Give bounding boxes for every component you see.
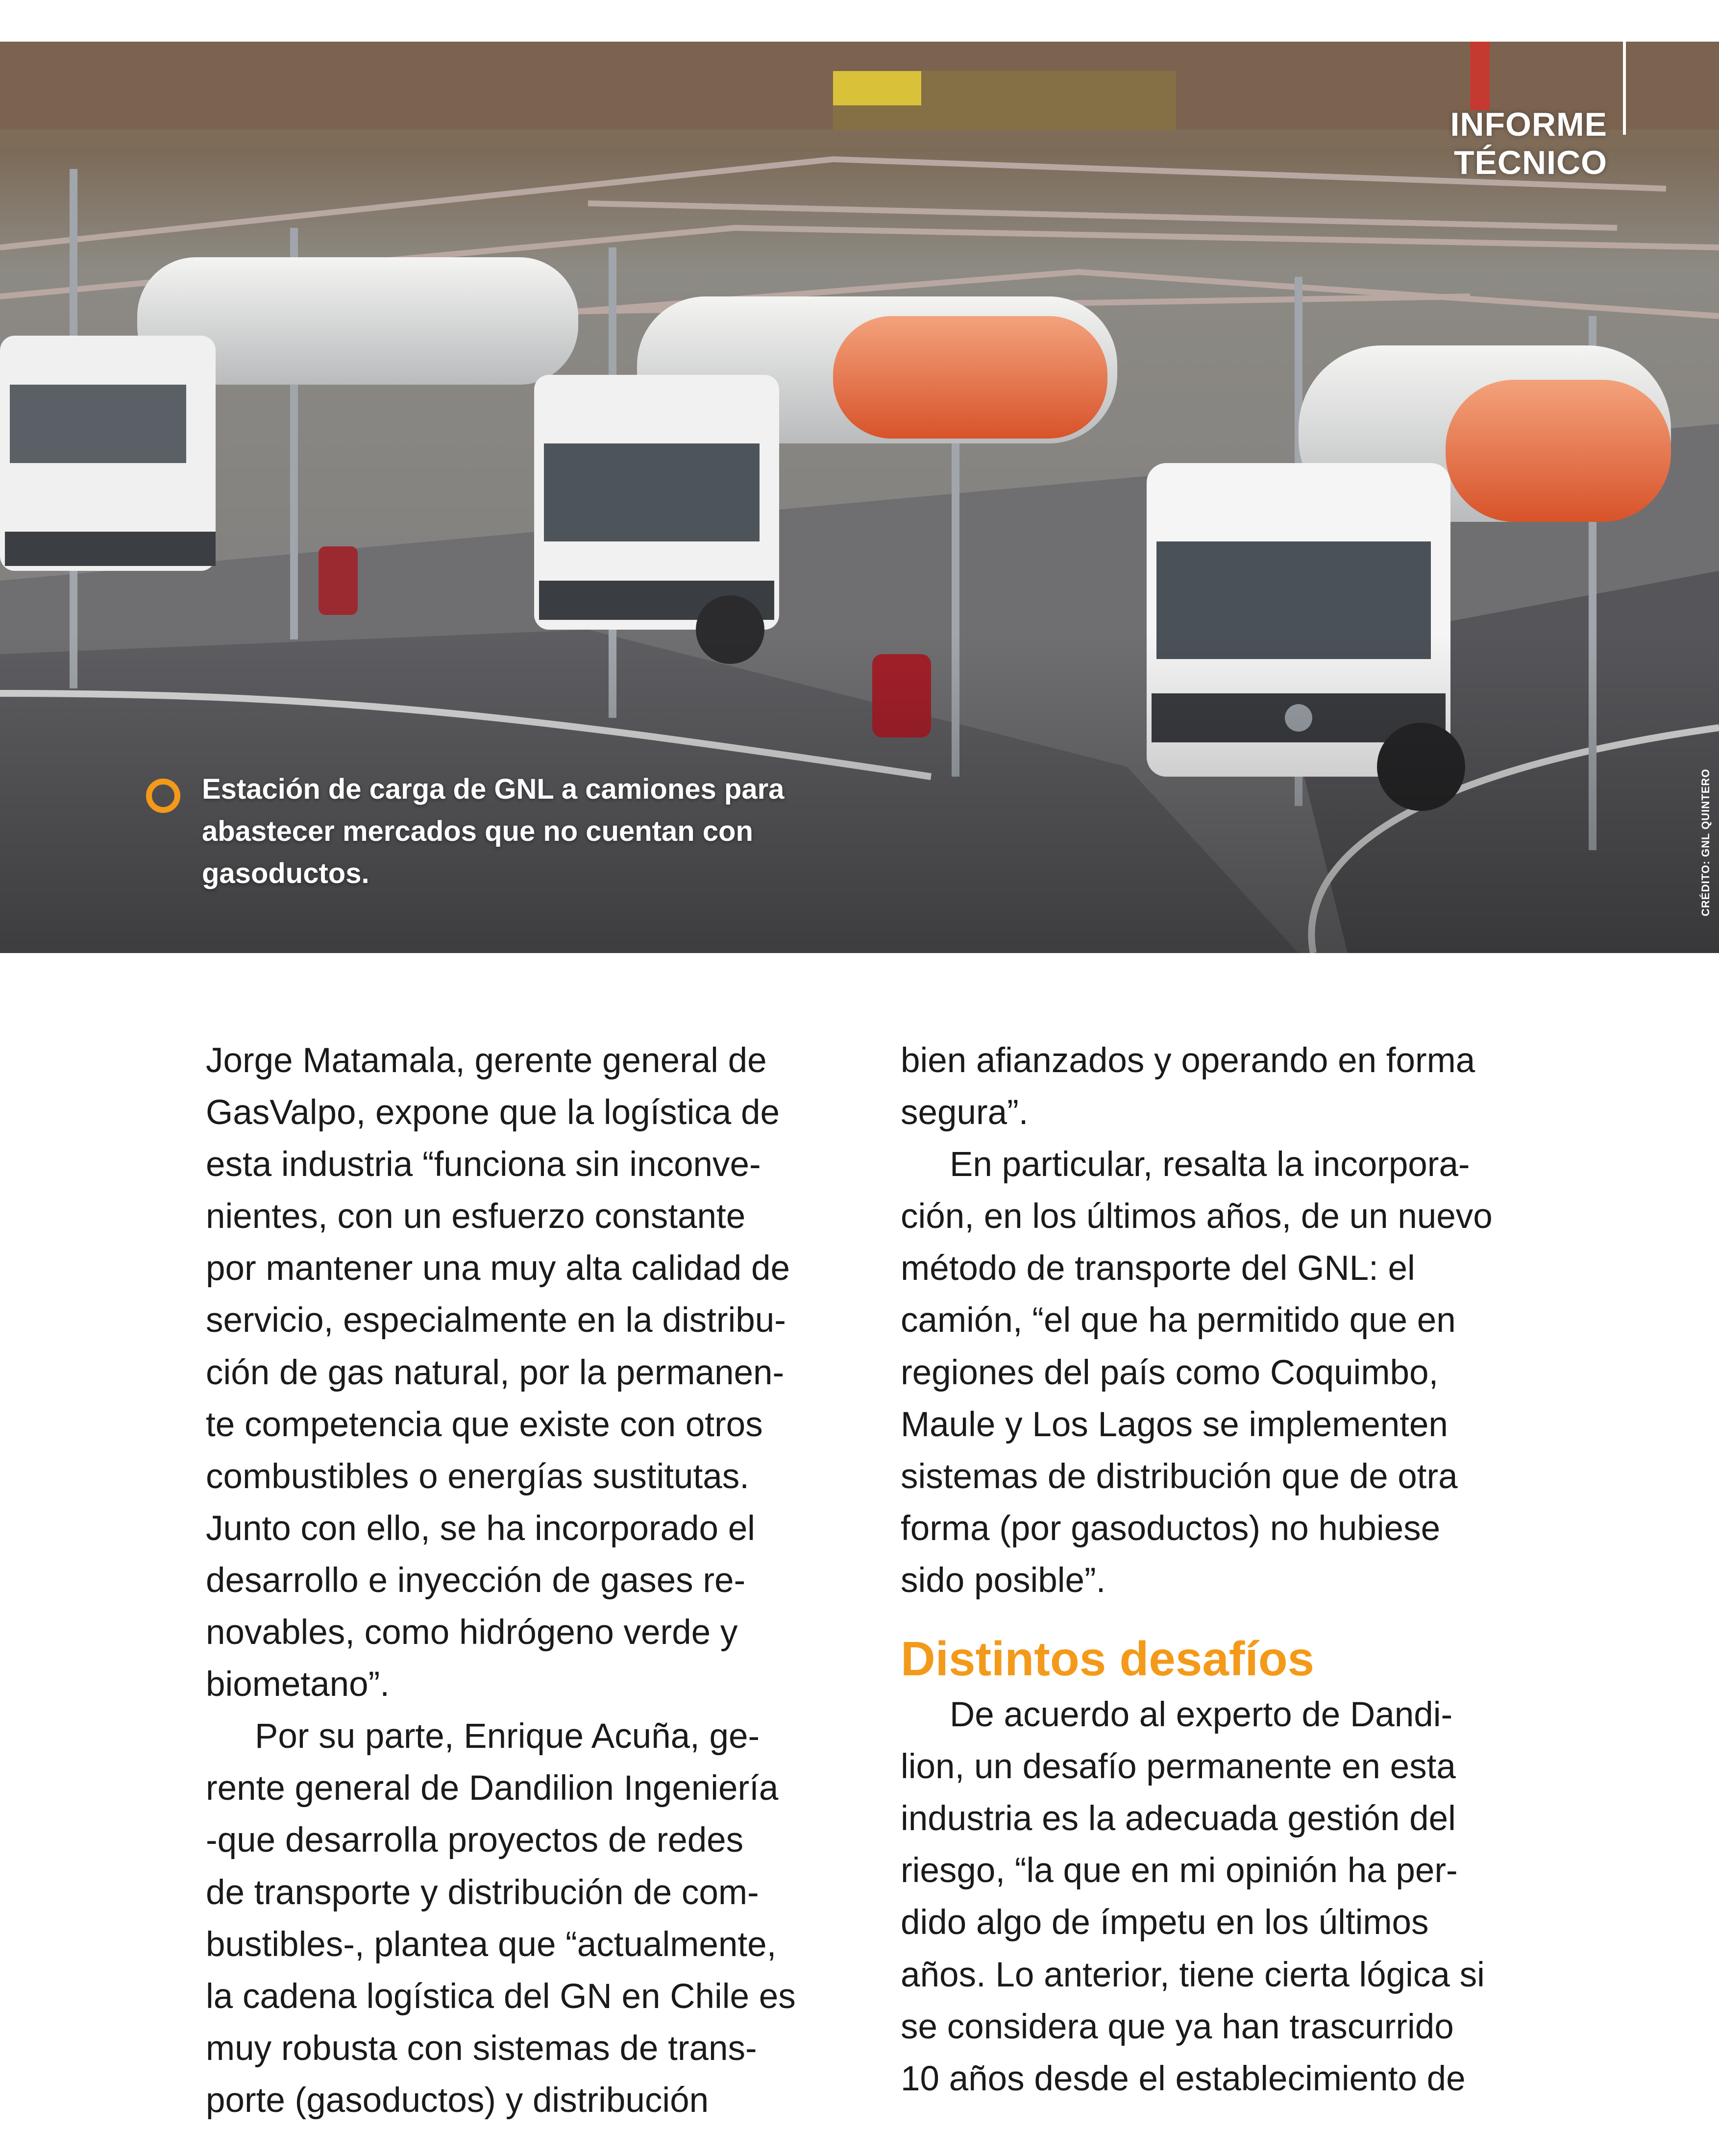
- article-column-left: [206, 1035, 843, 2127]
- paragraph: [206, 1035, 843, 1711]
- text-line: sistemas de distribución que de otra: [901, 1457, 1458, 1496]
- text-line: porte (gasoductos) y distribución: [206, 2081, 709, 2120]
- paragraph: [901, 1689, 1538, 2105]
- section-heading: Distintos desafíos: [901, 1632, 1315, 1686]
- text-line: nientes, con un esfuerzo constante: [206, 1197, 746, 1236]
- text-line: Por su parte, Enrique Acuña, ge-: [255, 1717, 760, 1756]
- text-line: lion, un desafío permanente en esta: [901, 1747, 1456, 1787]
- text-line: Jorge Matamala, gerente general de: [206, 1041, 767, 1080]
- section-label: INFORME TÉCNICO: [1450, 106, 1607, 181]
- section-rule: [1623, 42, 1626, 135]
- text-line: muy robusta con sistemas de trans-: [206, 2029, 757, 2068]
- paragraph: [901, 1139, 1538, 1607]
- text-line: rente general de Dandilion Ingeniería: [206, 1769, 779, 1808]
- text-line: dido algo de ímpetu en los últimos: [901, 1903, 1429, 1942]
- text-line: riesgo, “la que en mi opinión ha per-: [901, 1851, 1458, 1890]
- text-line: años. Lo anterior, tiene cierta lógica si: [901, 1955, 1485, 1994]
- text-line: se considera que ya han trascurrido: [901, 2007, 1454, 2046]
- text-line: Maule y Los Lagos se implementen: [901, 1405, 1448, 1444]
- paragraph: [901, 1035, 1538, 1139]
- text-line: novables, como hidrógeno verde y: [206, 1613, 738, 1652]
- text-line: método de transporte del GNL: el: [901, 1249, 1415, 1288]
- text-line: 10 años desde el establecimiento de: [901, 2059, 1466, 2098]
- text-line: ción, en los últimos años, de un nuevo: [901, 1197, 1493, 1236]
- text-line: sido posible”.: [901, 1561, 1106, 1600]
- text-line: regiones del país como Coquimbo,: [901, 1353, 1439, 1392]
- caption-line: Estación de carga de GNL a camiones para: [202, 773, 785, 805]
- text-line: te competencia que existe con otros: [206, 1405, 763, 1444]
- text-line: -que desarrolla proyectos de redes: [206, 1821, 744, 1860]
- photo-caption: [202, 768, 868, 895]
- text-line: ción de gas natural, por la permanen-: [206, 1353, 785, 1392]
- caption-line: abastecer mercados que no cuentan con: [202, 815, 753, 847]
- article-column-right: [901, 1035, 1538, 2105]
- caption-bullet-icon: [146, 779, 180, 813]
- text-line: por mantener una muy alta calidad de: [206, 1249, 790, 1288]
- text-line: esta industria “funciona sin inconve-: [206, 1145, 761, 1184]
- text-line: bustibles-, plantea que “actualmente,: [206, 1925, 777, 1964]
- text-line: industria es la adecuada gestión del: [901, 1799, 1456, 1838]
- text-line: bien afianzados y operando en forma: [901, 1041, 1475, 1080]
- text-line: biometano”.: [206, 1665, 390, 1704]
- text-line: de transporte y distribución de com-: [206, 1873, 759, 1912]
- paragraph: [206, 1711, 843, 2127]
- text-line: servicio, especialmente en la distribu-: [206, 1301, 786, 1340]
- text-line: forma (por gasoductos) no hubiese: [901, 1509, 1441, 1548]
- text-line: GasValpo, expone que la logística de: [206, 1093, 780, 1132]
- caption-line: gasoductos.: [202, 858, 369, 889]
- text-line: combustibles o energías sustitutas.: [206, 1457, 749, 1496]
- text-line: la cadena logística del GN en Chile es: [206, 1977, 796, 2016]
- text-line: Junto con ello, se ha incorporado el: [206, 1509, 755, 1548]
- text-line: En particular, resalta la incorpora-: [950, 1145, 1470, 1184]
- text-line: desarrollo e inyección de gases re-: [206, 1561, 746, 1600]
- text-line: camión, “el que ha permitido que en: [901, 1301, 1456, 1340]
- photo-credit: CRÉDITO: GNL QUINTERO: [1699, 768, 1712, 916]
- text-line: segura”.: [901, 1093, 1029, 1132]
- text-line: De acuerdo al experto de Dandi-: [950, 1695, 1453, 1735]
